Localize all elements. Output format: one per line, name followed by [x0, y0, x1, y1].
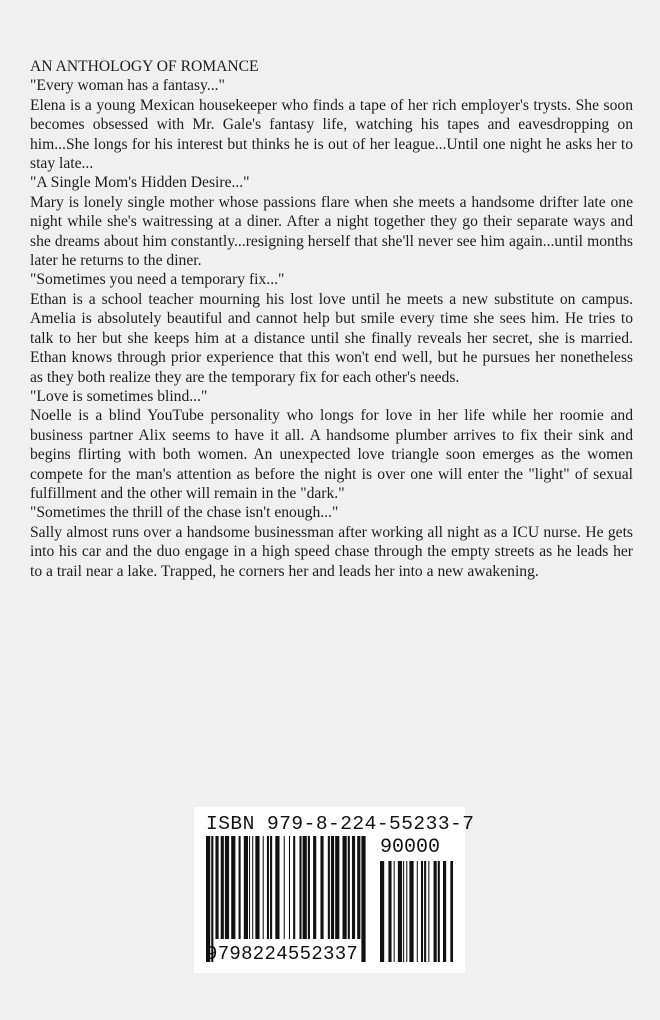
story-2-tagline: "A Single Mom's Hidden Desire...": [30, 174, 250, 192]
barcode-bar: [270, 836, 272, 939]
addon-bars: [380, 861, 453, 962]
ean-digits: 9798224552337: [206, 943, 359, 965]
synopsis-block: [30, 57, 633, 581]
barcode-bar: [255, 836, 259, 939]
barcode-bar: [289, 836, 290, 939]
story-3-blurb: Ethan is a school teacher mourning his lost love until he meets a new substitute on campus. Amelia is absolutely beautiful and cannot help but smile every time she sees him. He tries to talk to her but she keeps him at a distance until she finally reveals her secret, she is married. Ethan knows through prior experience that this won't end well, but he pursues her nonetheless as they both realize they are the temporary fix for each other's needs.: [30, 290, 633, 386]
barcode-bar: [225, 836, 229, 939]
story-2-blurb: Mary is lonely single mother whose passions flare when she meets a handsome drifter late one night while she's waitressing at a diner. After a night together they go their separate ways and she dreams about him constantly...resigning herself that she'll never see him again...until months later he returns to the diner.: [30, 193, 633, 270]
barcode-bar: [428, 861, 429, 962]
barcode-bar: [348, 836, 350, 939]
barcode-bar: [343, 836, 347, 939]
barcode-bar: [275, 836, 279, 939]
story-3-tagline: "Sometimes you need a temporary fix...": [30, 271, 285, 289]
barcode-bar: [438, 861, 440, 962]
barcode-bar: [263, 836, 264, 939]
barcode-bar: [434, 861, 437, 962]
barcode-bar: [299, 836, 301, 939]
barcode-bar: [252, 836, 253, 939]
barcode-bar: [409, 861, 413, 962]
barcode-bar: [328, 836, 330, 939]
barcode-bar: [361, 836, 365, 962]
barcode-bar: [406, 861, 407, 962]
isbn-label: ISBN 979-8-224-55233-7: [206, 813, 475, 835]
price-code: 90000: [380, 836, 441, 859]
barcode-bar: [267, 836, 269, 939]
story-4-blurb: Noelle is a blind YouTube personality who longs for love in her life while her roomie and business partner Alix seems to have it all. A handsome plumber arrives to fix their sink and begins flirting with both women. An unexpected love triangle soon emerges as the women compete for the man's attention as before the night is over one will enter the "light" of sexual fulfillment and the other will remain in the "dark.": [30, 407, 633, 502]
barcode-bar: [394, 861, 395, 962]
story-1-blurb: Elena is a young Mexican housekeeper who finds a tape of her rich employer's trysts. She soon becomes obsessed with Mr. Gale's fantasy life, watching his tapes and eavesdropping on him...She longs for his interest but thinks he is out of her league...Until one night he asks her to stay late...: [30, 96, 633, 173]
barcode-bar: [249, 836, 250, 939]
barcode-bar: [244, 836, 248, 939]
barcode-bar: [293, 836, 295, 939]
story-5-blurb: Sally almost runs over a handsome businessman after working all night as a ICU nurse. He gets into his car and the duo engage in a high speed chase through the empty streets as he leads her to a trail near a lake. Trapped, he corners her and leads her into a new awakening.: [30, 523, 633, 580]
story-1-tagline: "Every woman has a fantasy...": [30, 77, 225, 95]
story-4-tagline: "Love is sometimes blind...": [30, 387, 208, 405]
barcode-bar: [231, 836, 235, 939]
barcode-bar: [313, 836, 316, 939]
barcode-bar: [320, 836, 323, 939]
isbn-barcode: [194, 807, 475, 973]
barcode-bar: [424, 861, 426, 962]
barcode-bar: [239, 836, 241, 939]
barcode-bar: [308, 836, 310, 939]
barcode-bar: [450, 861, 453, 962]
barcode-bar: [352, 836, 355, 939]
barcode-bar: [221, 836, 224, 939]
barcode-bar: [331, 836, 334, 939]
barcode-bar: [335, 836, 339, 939]
barcode-bar: [380, 861, 384, 962]
barcode-bar: [417, 861, 418, 962]
barcode-bar: [284, 836, 285, 939]
barcode-bar: [303, 836, 307, 939]
barcode-bar: [357, 836, 360, 939]
story-5-tagline: "Sometimes the thrill of the chase isn't enough...": [30, 504, 339, 522]
barcode-bar: [443, 861, 446, 962]
barcode-bar: [215, 836, 218, 939]
anthology-heading: AN ANTHOLOGY OF ROMANCE: [30, 58, 259, 75]
barcode-bar: [403, 861, 404, 962]
barcode-bar: [388, 861, 391, 962]
barcode-bar: [421, 861, 423, 962]
barcode-bar: [398, 861, 402, 962]
